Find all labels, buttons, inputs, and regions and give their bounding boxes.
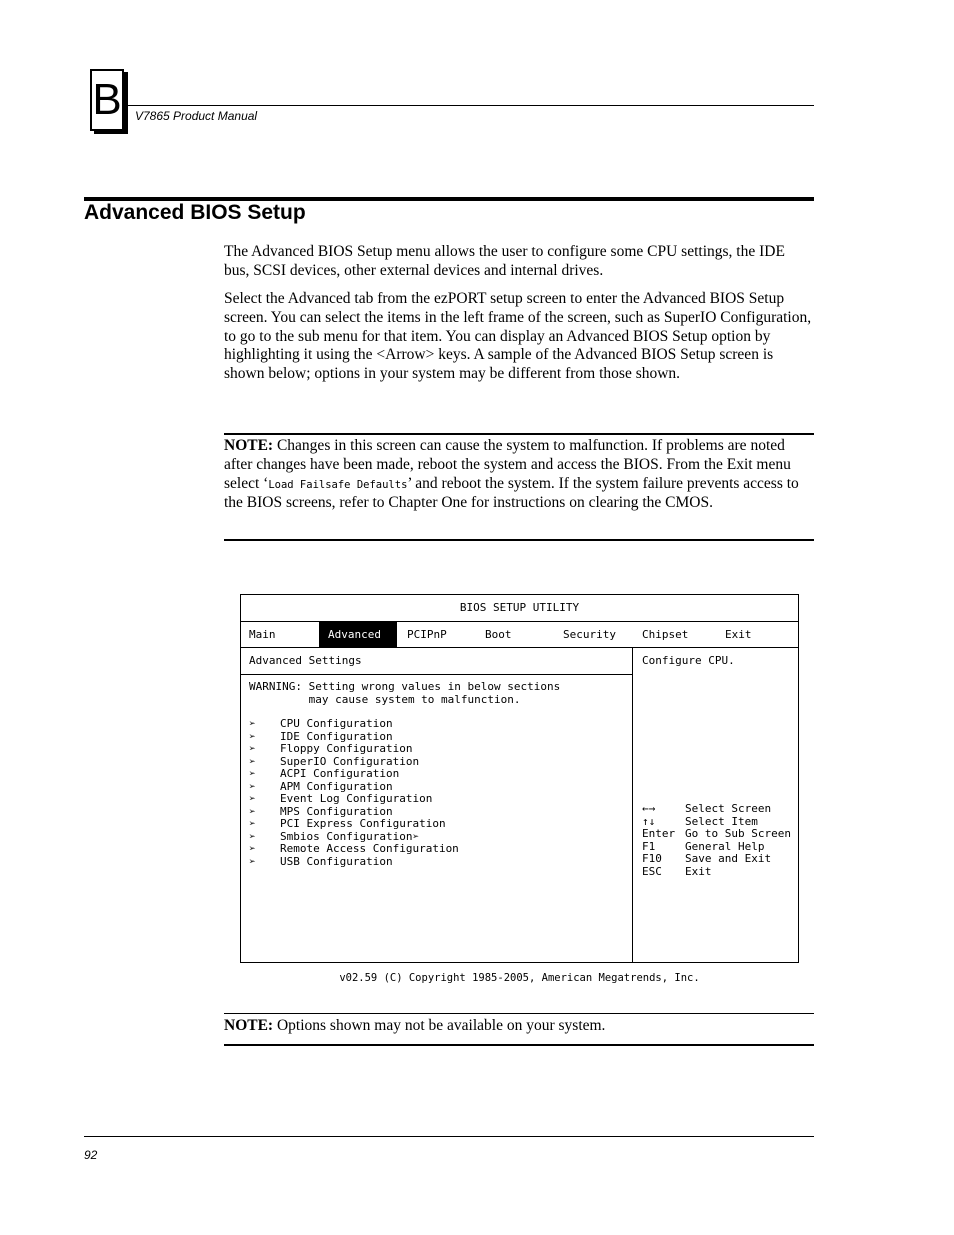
bios-warning bbox=[249, 681, 560, 706]
note-top-rule bbox=[224, 433, 814, 435]
menu-exit[interactable]: Exit bbox=[725, 628, 752, 641]
advanced-settings-header: Advanced Settings bbox=[241, 648, 632, 675]
note2-text: Options shown may not be available on your system. bbox=[273, 1017, 606, 1034]
option-label: SuperIO Configuration bbox=[280, 754, 420, 768]
note2-top-rule bbox=[224, 1013, 814, 1014]
key-action: Go to Sub Screen bbox=[685, 827, 791, 840]
warning-line-2: may cause system to malfunction. bbox=[249, 692, 521, 706]
menu-advanced[interactable]: Advanced bbox=[319, 622, 397, 647]
key-action: Select Item bbox=[685, 814, 758, 828]
paragraph-instructions: Select the Advanced tab from the ezPORT setup screen to enter the Advanced BIOS Setup screen. You can select the items in the left frame of the screen, such as SuperIO Configuration, to go to the sub menu for that item. You can display an Advanced BIOS Setup option by highlighting it using the <Arrow> keys. A sample of the Advanced BIOS Setup screen is shown below; options in your system may be different from those shown. bbox=[224, 290, 812, 383]
paragraph-intro: The Advanced BIOS Setup menu allows the user to configure some CPU settings, the IDE bus, SCSI devices, other external devices and internal drives. bbox=[224, 243, 785, 279]
option-label: MPS Configuration bbox=[280, 804, 393, 818]
note2-bottom-rule bbox=[224, 1044, 814, 1046]
note-label: NOTE: bbox=[224, 437, 274, 454]
page-number: 92 bbox=[84, 1148, 98, 1162]
menu-boot[interactable]: Boot bbox=[485, 628, 512, 641]
key-action: General Help bbox=[685, 839, 765, 853]
submenu-arrow-icon: ➢ bbox=[249, 754, 256, 768]
option-acpi-configuration[interactable] bbox=[249, 768, 459, 781]
option-label: IDE Configuration bbox=[280, 729, 393, 743]
menu-chipset[interactable]: Chipset bbox=[642, 628, 689, 641]
submenu-arrow-icon: ➢ bbox=[249, 792, 256, 805]
note2-label: NOTE: bbox=[224, 1017, 274, 1034]
note-text-before: Changes in this screen can cause the system to malfunction. If problems are noted after changes have been made, reboot the system and access the BIOS. From the Exit menu select ‘ bbox=[224, 437, 791, 492]
option-floppy-configuration[interactable] bbox=[249, 743, 459, 756]
submenu-arrow-icon: ➢ bbox=[249, 804, 256, 818]
submenu-arrow-icon: ➢ bbox=[249, 717, 256, 730]
section-title: Advanced BIOS Setup bbox=[84, 201, 306, 224]
key-row bbox=[642, 853, 791, 866]
option-label: USB Configuration bbox=[280, 854, 393, 868]
option-usb-configuration[interactable] bbox=[249, 856, 459, 869]
submenu-arrow-icon: ➢ bbox=[249, 767, 256, 780]
bios-left-pane bbox=[241, 648, 633, 962]
manual-title: V7865 Product Manual bbox=[135, 109, 258, 123]
option-label: Smbios Configuration➢ bbox=[280, 829, 420, 843]
key-row bbox=[642, 828, 791, 841]
option-label: Remote Access Configuration bbox=[280, 842, 459, 855]
key-row bbox=[642, 803, 791, 816]
submenu-arrow-icon: ➢ bbox=[249, 829, 256, 843]
bios-option-list bbox=[249, 718, 459, 868]
warning-line-1: WARNING: Setting wrong values in below sections bbox=[249, 680, 561, 693]
option-label: CPU Configuration bbox=[280, 717, 393, 730]
note-text-after: ’ and reboot the system. If the system failure prevents access to the BIOS screens, refer to Chapter One for instructions on clearing the CMOS. bbox=[224, 474, 799, 512]
footer-rule bbox=[84, 1136, 814, 1137]
submenu-arrow-icon: ➢ bbox=[249, 817, 256, 830]
submenu-arrow-icon: ➢ bbox=[249, 779, 256, 793]
key-name: F1 bbox=[642, 839, 656, 853]
option-label: Floppy Configuration bbox=[280, 742, 413, 755]
bios-copyright: v02.59 (C) Copyright 1985-2005, American Megatrends, Inc. bbox=[339, 972, 700, 984]
option-event-log-configuration[interactable] bbox=[249, 793, 459, 806]
option-pci-express-configuration[interactable] bbox=[249, 818, 459, 831]
submenu-arrow-icon: ➢ bbox=[249, 854, 256, 868]
option-remote-access-configuration[interactable] bbox=[249, 843, 459, 856]
header-rule bbox=[128, 105, 814, 106]
option-label: Event Log Configuration bbox=[280, 792, 433, 805]
key-row bbox=[642, 866, 791, 879]
key-name: ESC bbox=[642, 864, 662, 878]
option-label: PCI Express Configuration bbox=[280, 817, 446, 830]
appendix-letter: B bbox=[92, 75, 122, 124]
submenu-arrow-icon: ➢ bbox=[249, 842, 256, 855]
option-label: APM Configuration bbox=[280, 779, 393, 793]
help-text: Configure CPU. bbox=[642, 654, 735, 667]
menu-pcipnp[interactable]: PCIPnP bbox=[407, 628, 447, 641]
key-name: Enter bbox=[642, 827, 676, 840]
option-cpu-configuration[interactable] bbox=[249, 718, 459, 731]
key-action: Save and Exit bbox=[685, 852, 772, 865]
key-action: Exit bbox=[685, 864, 712, 878]
note-options bbox=[224, 1017, 814, 1036]
menu-main[interactable]: Main bbox=[249, 628, 276, 641]
bios-menubar bbox=[241, 622, 798, 648]
note-code: Load Failsafe Defaults bbox=[268, 478, 408, 491]
bios-screen bbox=[240, 594, 799, 963]
left-right-arrow-icon: ←→ bbox=[642, 802, 656, 815]
key-name: F10 bbox=[642, 852, 662, 865]
option-label: ACPI Configuration bbox=[280, 767, 400, 780]
submenu-arrow-icon: ➢ bbox=[249, 729, 256, 743]
key-legend bbox=[642, 803, 791, 878]
up-down-arrow-icon: ↑↓ bbox=[642, 814, 656, 828]
note-warning bbox=[224, 437, 814, 513]
appendix-tab bbox=[90, 69, 124, 131]
menu-security[interactable]: Security bbox=[563, 628, 616, 641]
key-action: Select Screen bbox=[685, 802, 772, 815]
submenu-arrow-icon: ➢ bbox=[249, 742, 256, 755]
bios-title: BIOS SETUP UTILITY bbox=[241, 595, 798, 622]
note-bottom-rule bbox=[224, 539, 814, 541]
